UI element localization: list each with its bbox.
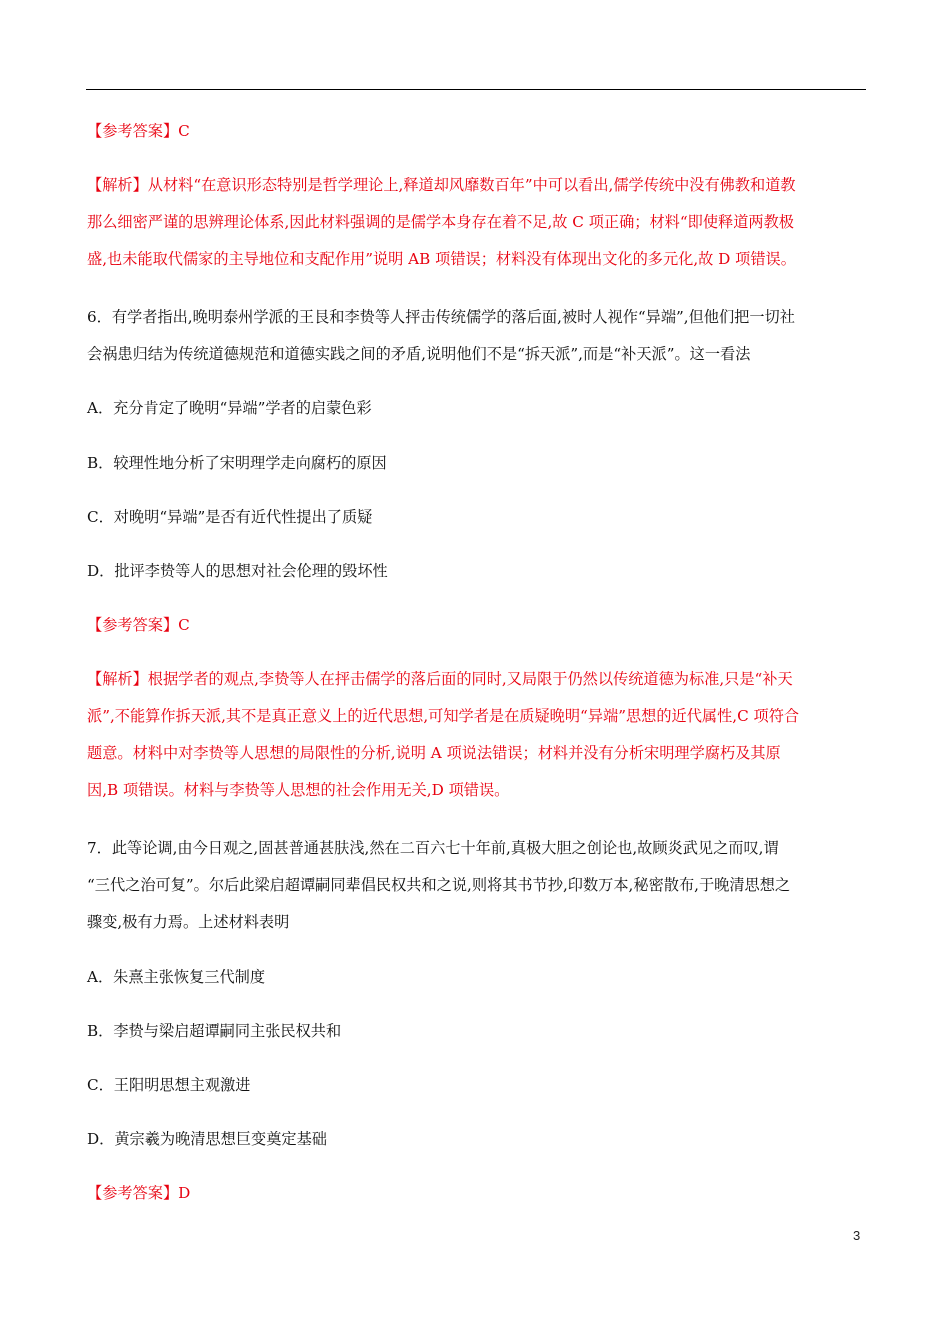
q6-stem-line: 会祸患归结为传统道德规范和道德实践之间的矛盾,说明他们不是“拆天派”,而是“补天派”。这一看法 — [87, 345, 751, 363]
q7-answer: 【参考答案】D — [87, 1184, 191, 1202]
q6-stem-line: 6．有学者指出,晚明泰州学派的王艮和李贽等人抨击传统儒学的落后面,被时人视作“异端”,但他们把一切社 — [87, 308, 795, 326]
q5-analysis-line: 【解析】从材料“在意识形态特别是哲学理论上,释道却风靡数百年”中可以看出,儒学传统中没有佛教和道教 — [87, 176, 796, 194]
q7-option-c: C．王阳明思想主观激进 — [87, 1076, 251, 1094]
q5-analysis — [87, 167, 863, 278]
q5-analysis-line: 那么细密严谨的思辨理论体系,因此材料强调的是儒学本身存在着不足,故 C 项正确；材料“即使释道两教极 — [87, 213, 794, 231]
q6-option-d: D．批评李贽等人的思想对社会伦理的毁坏性 — [87, 562, 388, 580]
q7-option-d: D．黄宗羲为晚清思想巨变奠定基础 — [87, 1130, 327, 1148]
q7-option-b: B．李贽与梁启超谭嗣同主张民权共和 — [87, 1022, 342, 1040]
q6-option-b: B．较理性地分析了宋明理学走向腐朽的原因 — [87, 454, 387, 472]
q6-option-c: C．对晚明“异端”是否有近代性提出了质疑 — [87, 508, 373, 526]
page-number: 3 — [853, 1228, 861, 1243]
q6-analysis-line: 题意。材料中对李贽等人思想的局限性的分析,说明 A 项说法错误；材料并没有分析宋明理学腐朽及其原 — [87, 744, 781, 762]
q7-option-a: A．朱熹主张恢复三代制度 — [87, 968, 266, 986]
q6-analysis-line: 【解析】根据学者的观点,李贽等人在抨击儒学的落后面的同时,又局限于仍然以传统道德为标准,只是“补天 — [87, 670, 793, 688]
q6-analysis-line: 因,B 项错误。材料与李贽等人思想的社会作用无关,D 项错误。 — [87, 781, 510, 799]
q5-analysis-line: 盛,也未能取代儒家的主导地位和支配作用”说明 AB 项错误；材料没有体现出文化的多元化,故 D 项错误。 — [87, 250, 796, 268]
q6-analysis — [87, 661, 863, 809]
q6-answer: 【参考答案】C — [87, 616, 190, 634]
q6-option-a: A．充分肯定了晚明“异端”学者的启蒙色彩 — [87, 399, 372, 417]
q5-answer: 【参考答案】C — [87, 122, 190, 140]
q6-analysis-line: 派”,不能算作拆天派,其不是真正意义上的近代思想,可知学者是在质疑晚明“异端”思想的近代属性,C 项符合 — [87, 707, 800, 725]
header-rule — [86, 89, 866, 90]
q7-stem-line: 7．此等论调,由今日观之,固甚普通甚肤浅,然在二百六七十年前,真极大胆之创论也,故顾炎武见之而叹,谓 — [87, 839, 779, 857]
q7-stem — [87, 830, 863, 941]
q7-stem-line: 骤变,极有力焉。上述材料表明 — [87, 913, 290, 931]
q7-stem-line: “三代之治可复”。尔后此梁启超谭嗣同辈倡民权共和之说,则将其书节抄,印数万本,秘密散布,于晚清思想之 — [87, 876, 791, 894]
q6-stem — [87, 299, 863, 373]
